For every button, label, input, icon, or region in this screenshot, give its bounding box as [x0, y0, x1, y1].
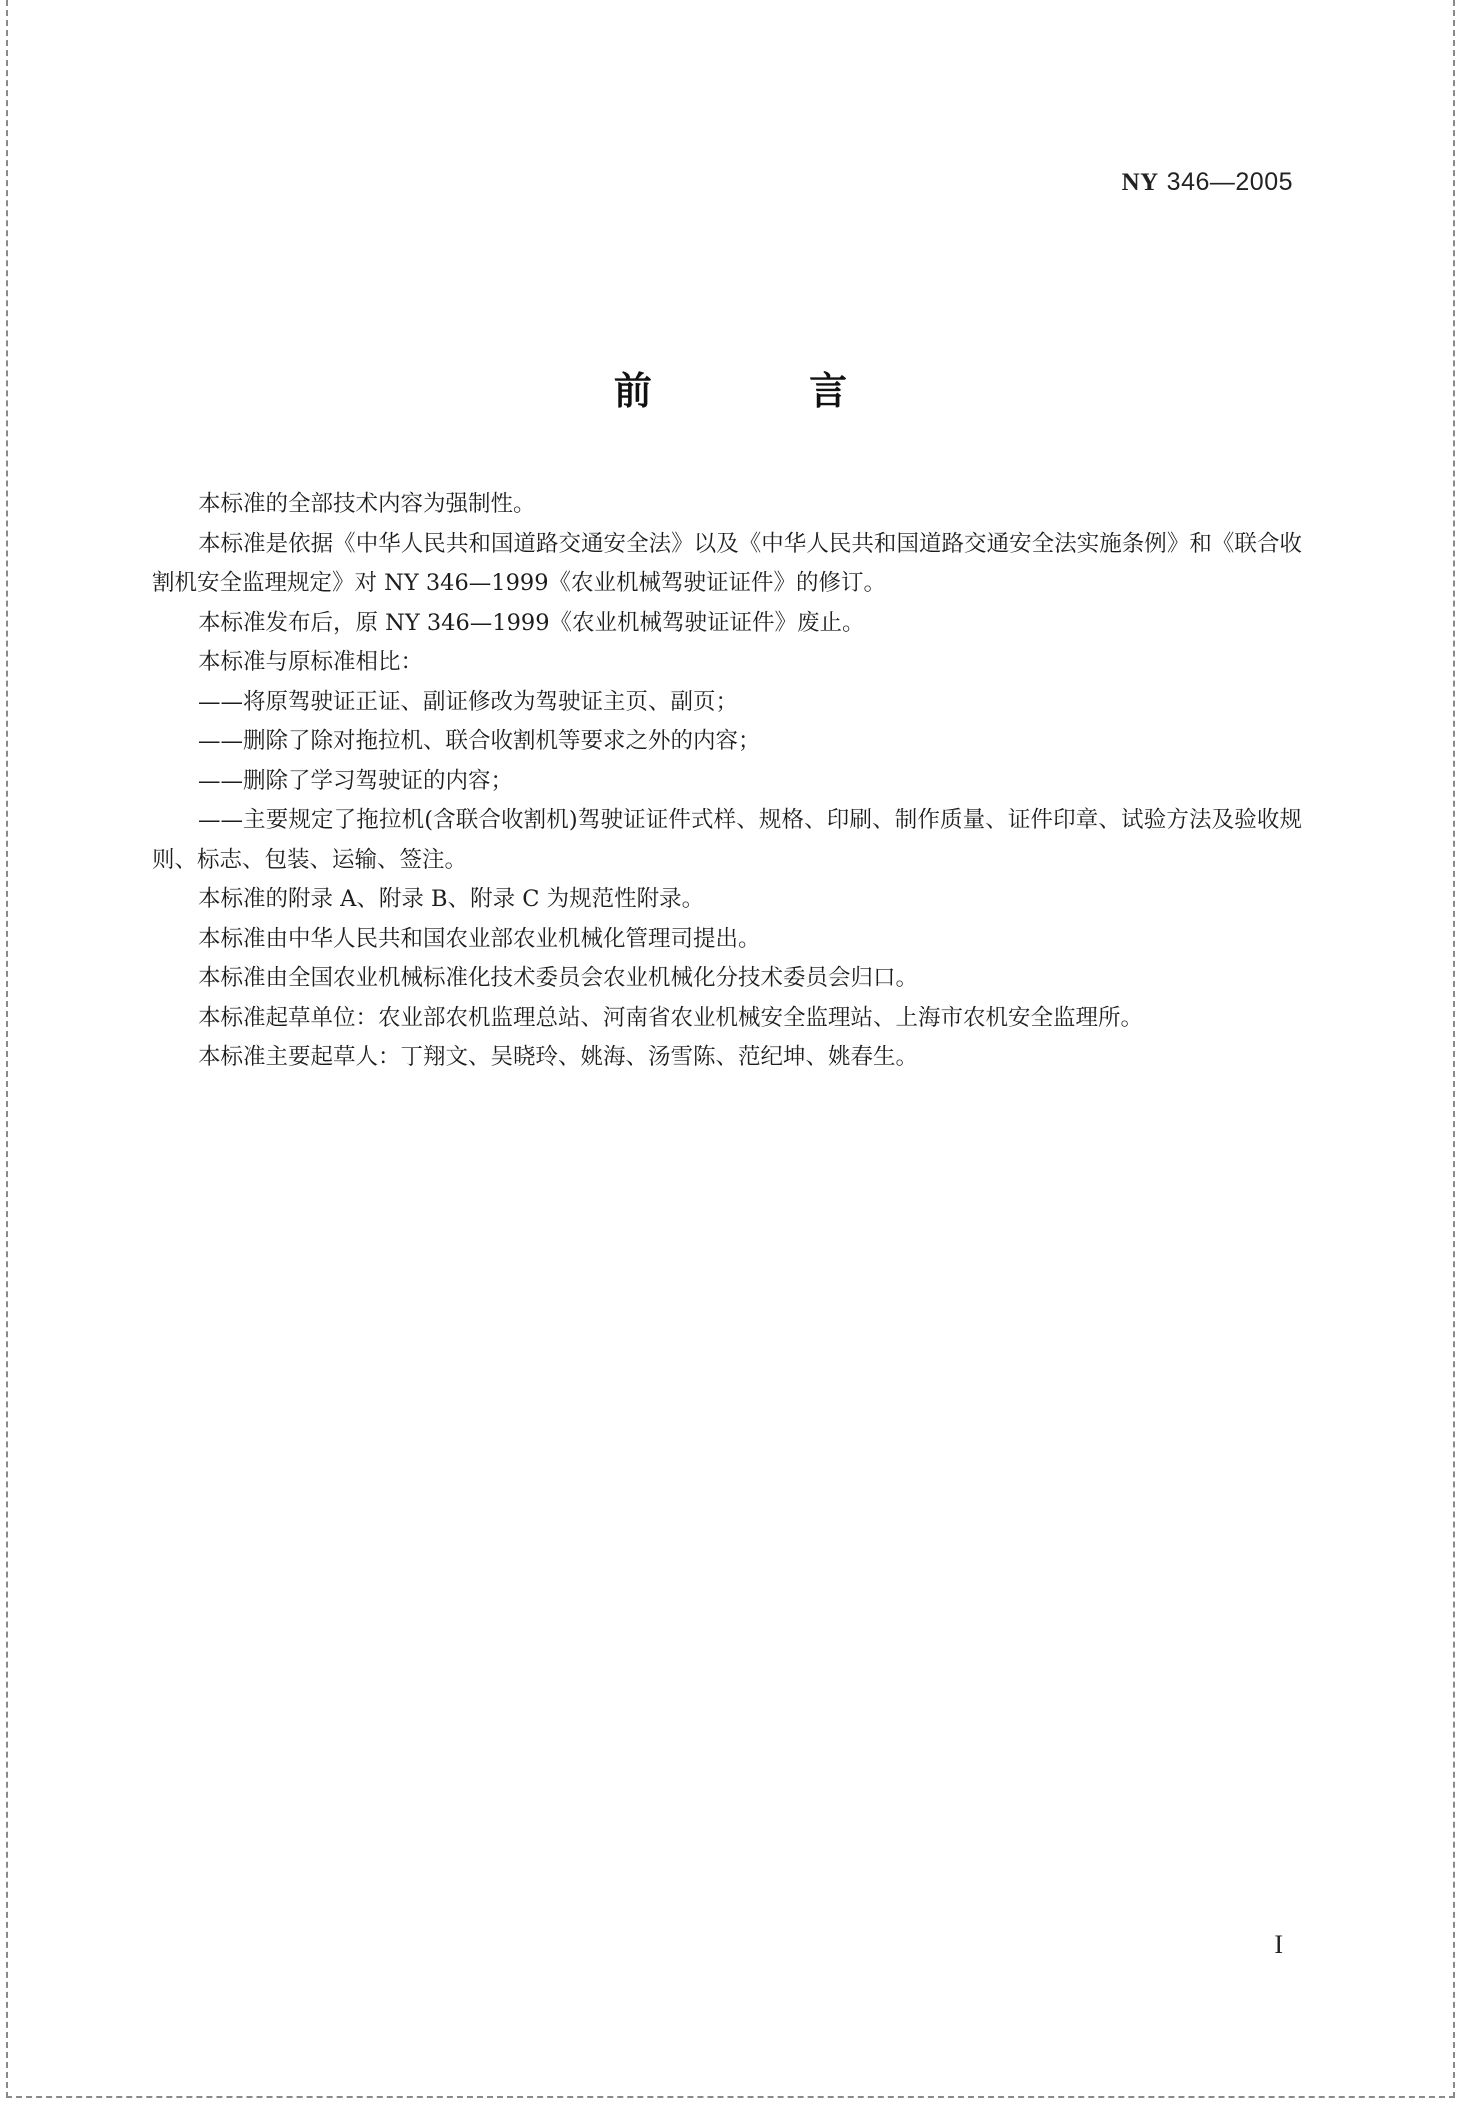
- list-item: ——删除了学习驾驶证的内容；: [198, 767, 514, 794]
- paragraph: 本标准是依据《中华人民共和国道路交通安全法》以及《中华人民共和国道路交通安全法实施条例》和《联合收割机安全监理规定》对 NY 346—1999《农业机械驾驶证证件》的修订。: [152, 530, 1302, 596]
- page-number: I: [1274, 1930, 1283, 1959]
- paragraph: 本标准的全部技术内容为强制性。: [198, 491, 536, 517]
- list-item: ——将原驾驶证正证、副证修改为驾驶证主页、副页；: [198, 688, 739, 715]
- paragraph: 本标准由中华人民共和国农业部农业机械化管理司提出。: [198, 925, 761, 952]
- standard-code: [1122, 168, 1293, 197]
- standard-number: 346—2005: [1166, 168, 1293, 196]
- paragraph: 本标准与原标准相比：: [198, 649, 424, 675]
- page-title: 前 言: [613, 369, 920, 413]
- paragraph: 本标准由全国农业机械标准化技术委员会农业机械化分技术委员会归口。: [198, 965, 919, 991]
- list-item: ——主要规定了拖拉机(含联合收割机)驾驶证证件式样、规格、印刷、制作质量、证件印章、试验方法及验收规则、标志、包装、运输、签注。: [152, 807, 1302, 873]
- paragraph: 本标准主要起草人：丁翔文、吴晓玲、姚海、汤雪陈、范纪坤、姚春生。: [198, 1044, 919, 1070]
- paragraph: 本标准起草单位：农业部农机监理总站、河南省农业机械安全监理站、上海市农机安全监理所。: [198, 1004, 1144, 1031]
- paragraph: 本标准的附录 A、附录 B、附录 C 为规范性附录。: [198, 886, 705, 912]
- paragraph: 本标准发布后，原 NY 346—1999《农业机械驾驶证证件》废止。: [198, 609, 865, 636]
- standard-prefix: NY: [1121, 169, 1159, 196]
- foreword-body: [152, 485, 1302, 1078]
- list-item: ——删除了除对拖拉机、联合收割机等要求之外的内容；: [198, 728, 761, 754]
